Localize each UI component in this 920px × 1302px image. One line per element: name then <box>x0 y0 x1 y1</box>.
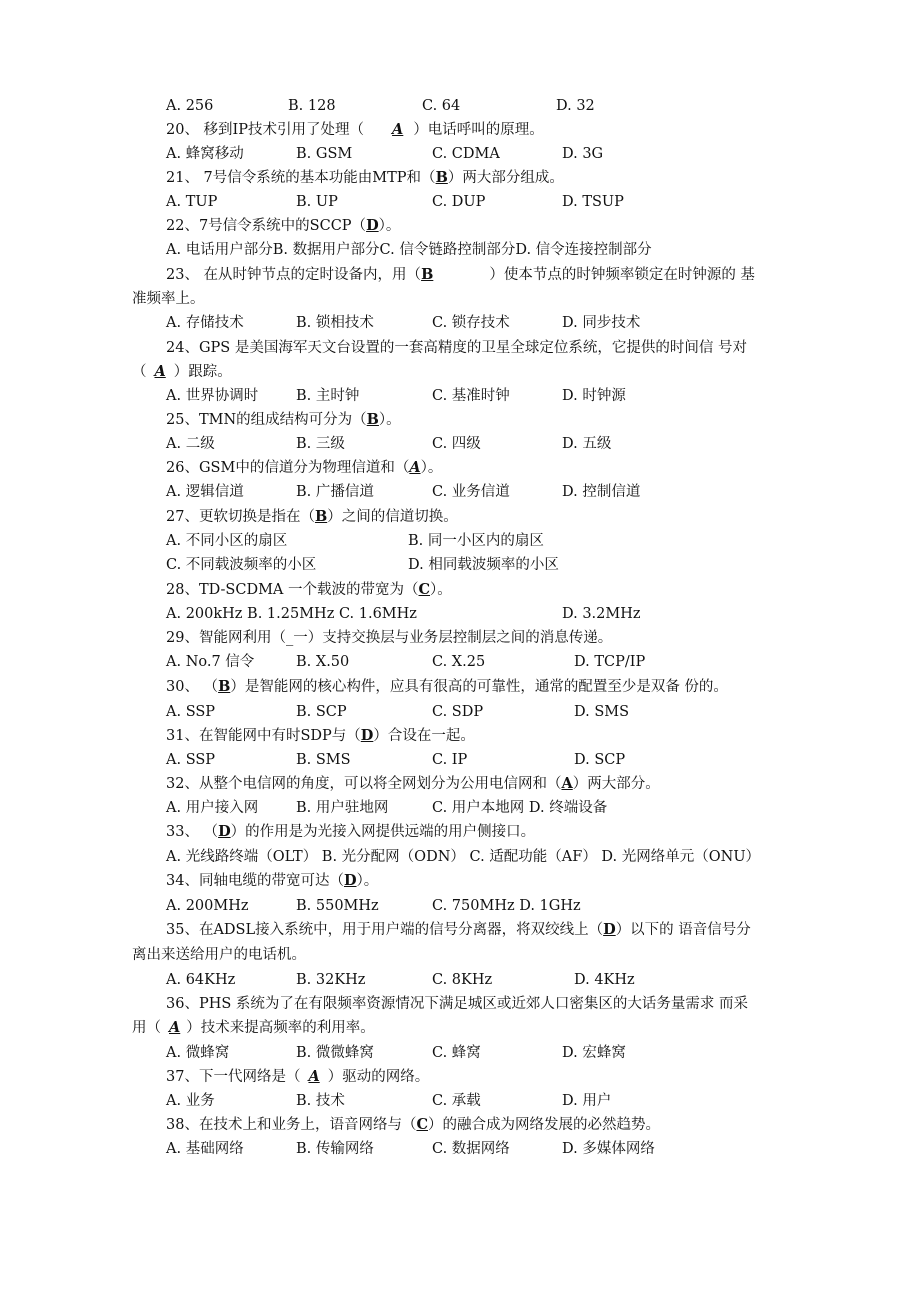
option-b: B. 三级 <box>296 436 345 452</box>
answer: A <box>308 1068 320 1085</box>
answer: A <box>561 775 573 792</box>
q30-options <box>0 700 920 724</box>
question-29 <box>0 626 920 650</box>
option-b: B. 锁相技术 <box>296 315 374 331</box>
option-c: C. 8KHz <box>432 972 493 988</box>
option-b: B. UP <box>296 194 338 210</box>
option-abc: A. 200kHz B. 1.25MHz C. 1.6MHz <box>166 606 417 622</box>
option-b: B. GSM <box>296 146 353 162</box>
question-35-continuation <box>0 943 920 967</box>
question-25 <box>0 408 920 432</box>
question-text: 31、在智能网中有时SDP与（D）合设在一起。 <box>166 727 475 744</box>
option-b: B. X.50 <box>296 654 350 670</box>
question-text-cont: 用（ A ）技术来提高频率的利用率。 <box>132 1019 375 1036</box>
option-b: B. SCP <box>296 704 347 720</box>
option-a: A. 不同小区的扇区 <box>166 533 288 549</box>
option-b: B. 微微蜂窝 <box>296 1045 374 1061</box>
option-c: C. 不同载波频率的小区 <box>166 557 317 573</box>
question-24 <box>0 336 920 360</box>
option-d: D. 多媒体网络 <box>562 1141 655 1157</box>
question-text: 33、 （D）的作用是为光接入网提供远端的用户侧接口。 <box>166 823 536 840</box>
option-a: A. 存储技术 <box>166 315 244 331</box>
option-c: C. 蜂窝 <box>432 1045 481 1061</box>
q31-options <box>0 748 920 772</box>
question-34 <box>0 869 920 893</box>
answer: B <box>435 169 448 186</box>
question-36 <box>0 992 920 1016</box>
option-d: D. 宏蜂窝 <box>562 1045 626 1061</box>
option-b: B. 广播信道 <box>296 484 374 500</box>
q27-options-row1 <box>0 529 920 553</box>
question-text: 32、从整个电信网的角度，可以将全网划分为公用电信网和（A）两大部分。 <box>166 775 660 792</box>
option-d: D. TCP/IP <box>574 654 646 670</box>
option-d: D. 32 <box>556 98 595 114</box>
q20-options <box>0 142 920 166</box>
options-line: A. 光线路终端（OLT） B. 光分配网（ODN） C. 适配功能（AF） D. 光网络单元（ONU） <box>166 849 761 865</box>
question-text: 25、TMN的组成结构可分为（B）。 <box>166 411 401 428</box>
q38-options <box>0 1137 920 1161</box>
option-c: C. SDP <box>432 704 484 720</box>
q27-options-row2 <box>0 553 920 577</box>
question-text: 23、 在从时钟节点的定时设备内，用（B ）使本节点的时钟频率锁定在时钟源的 基 <box>166 266 755 283</box>
q19-options <box>0 94 920 118</box>
question-28 <box>0 578 920 602</box>
q34-options <box>0 894 920 918</box>
q26-options <box>0 480 920 504</box>
answer: A <box>409 459 421 476</box>
question-38 <box>0 1113 920 1137</box>
question-text: 35、在ADSL接入系统中，用于用户端的信号分离器，将双绞线上（D）以下的 语音信号分 <box>166 921 751 938</box>
option-b: B. 550MHz <box>296 898 379 914</box>
option-a: A. SSP <box>166 704 216 720</box>
question-text: 29、智能网利用（_一）支持交换层与业务层控制层之间的消息传递。 <box>166 630 613 646</box>
option-c: C. DUP <box>432 194 486 210</box>
option-c: C. 业务信道 <box>432 484 510 500</box>
option-a: A. 业务 <box>166 1093 215 1109</box>
question-text-cont: 准频率上。 <box>132 291 205 307</box>
answer: C <box>418 581 431 598</box>
option-a: A. TUP <box>166 194 218 210</box>
q29-options <box>0 650 920 674</box>
option-a: A. 基础网络 <box>166 1141 244 1157</box>
question-35 <box>0 918 920 942</box>
question-text: 30、 （B）是智能网的核心构件，应具有很高的可靠性，通常的配置至少是双备 份的。 <box>166 678 728 695</box>
option-a: A. 世界协调时 <box>166 388 259 404</box>
question-text: 34、同轴电缆的带宽可达（D）。 <box>166 872 379 889</box>
option-c: C. X.25 <box>432 654 486 670</box>
question-text: 37、下一代网络是（ A ）驱动的网络。 <box>166 1068 430 1085</box>
q37-options <box>0 1089 920 1113</box>
question-23 <box>0 263 920 287</box>
question-36-continuation <box>0 1016 920 1040</box>
option-d: D. 同步技术 <box>562 315 641 331</box>
question-text-cont: 离出来送给用户的电话机。 <box>132 947 306 963</box>
option-c: C. IP <box>432 752 468 768</box>
answer: C <box>416 1116 428 1133</box>
option-a: A. 逻辑信道 <box>166 484 244 500</box>
option-a: A. No.7 信令 <box>166 654 255 670</box>
option-cd: C. 750MHz D. 1GHz <box>432 898 581 914</box>
option-a: A. 256 <box>166 98 214 114</box>
option-b: B. SMS <box>296 752 351 768</box>
answer: D <box>343 872 357 889</box>
q36-options <box>0 1041 920 1065</box>
option-b: B. 技术 <box>296 1093 345 1109</box>
option-c: C. 64 <box>422 98 461 114</box>
question-text: 38、在技术上和业务上，语音网络与（C）的融合成为网络发展的必然趋势。 <box>166 1116 660 1133</box>
answer: D <box>360 727 374 744</box>
option-d: D. 4KHz <box>574 972 635 988</box>
question-21 <box>0 166 920 190</box>
q28-options <box>0 602 920 626</box>
q35-options <box>0 968 920 992</box>
q21-options <box>0 190 920 214</box>
answer: B <box>421 266 434 283</box>
question-text: 21、 7号信令系统的基本功能由MTP和（B）两大部分组成。 <box>166 169 564 186</box>
option-d: D. 3G <box>562 146 604 162</box>
option-a: A. SSP <box>166 752 216 768</box>
q32-options <box>0 796 920 820</box>
option-b: B. 128 <box>288 98 336 114</box>
question-30 <box>0 675 920 699</box>
option-c: C. CDMA <box>432 146 500 162</box>
question-32 <box>0 772 920 796</box>
answer: B <box>314 508 328 525</box>
option-a: A. 200MHz <box>166 898 249 914</box>
question-22 <box>0 214 920 238</box>
q24-options <box>0 384 920 408</box>
option-d: D. 五级 <box>562 436 612 452</box>
answer: A <box>154 363 166 380</box>
option-b: B. 32KHz <box>296 972 366 988</box>
question-31 <box>0 724 920 748</box>
question-33 <box>0 820 920 844</box>
question-text: 22、7号信令系统中的SCCP（D）。 <box>166 217 401 234</box>
answer: B <box>218 678 231 695</box>
option-a: A. 64KHz <box>166 972 236 988</box>
option-c: C. 四级 <box>432 436 481 452</box>
q25-options <box>0 432 920 456</box>
question-text: 26、GSM中的信道分为物理信道和（A）。 <box>166 459 443 476</box>
option-d: D. SCP <box>574 752 626 768</box>
question-23-continuation <box>0 287 920 311</box>
answer: D <box>218 823 231 840</box>
option-d: D. 控制信道 <box>562 484 641 500</box>
option-d: D. 用户 <box>562 1093 612 1109</box>
question-text: 28、TD-SCDMA 一个载波的带宽为（C）。 <box>166 581 452 598</box>
option-b: B. 同一小区内的扇区 <box>408 533 544 549</box>
option-d: D. 相同载波频率的小区 <box>408 557 559 573</box>
answer: B <box>366 411 379 428</box>
question-text-cont: （ A ）跟踪。 <box>132 363 232 380</box>
option-cd: C. 用户本地网 D. 终端设备 <box>432 800 608 816</box>
option-b: B. 用户驻地网 <box>296 800 389 816</box>
option-c: C. 数据网络 <box>432 1141 510 1157</box>
question-text: 24、GPS 是美国海军天文台设置的一套高精度的卫星全球定位系统，它提供的时间信 号对 <box>166 340 747 356</box>
option-b: B. 主时钟 <box>296 388 360 404</box>
question-20 <box>0 118 920 142</box>
option-d: D. 3.2MHz <box>562 606 641 622</box>
option-a: A. 用户接入网 <box>166 800 259 816</box>
option-d: D. TSUP <box>562 194 624 210</box>
q23-options <box>0 311 920 335</box>
question-27 <box>0 505 920 529</box>
option-a: A. 蜂窝移动 <box>166 146 244 162</box>
option-d: D. 时钟源 <box>562 388 626 404</box>
option-d: D. SMS <box>574 704 630 720</box>
question-text: 20、 移到IP技术引用了处理（ A ）电话呼叫的原理。 <box>166 121 544 138</box>
question-text: 27、更软切换是指在（B）之间的信道切换。 <box>166 508 458 525</box>
answer: D <box>366 217 379 234</box>
q22-options <box>0 238 920 262</box>
question-text: 36、PHS 系统为了在有限频率资源情况下满足城区或近郊人口密集区的大话务量需求 而采 <box>166 996 749 1012</box>
q33-options <box>0 845 920 869</box>
option-a: A. 二级 <box>166 436 215 452</box>
answer: D <box>603 921 616 938</box>
option-c: C. 锁存技术 <box>432 315 510 331</box>
options-line: A. 电话用户部分B. 数据用户部分C. 信令链路控制部分D. 信令连接控制部分 <box>166 242 652 258</box>
option-c: C. 承载 <box>432 1093 481 1109</box>
question-24-continuation <box>0 360 920 384</box>
option-a: A. 微蜂窝 <box>166 1045 230 1061</box>
option-b: B. 传输网络 <box>296 1141 374 1157</box>
answer: A <box>392 121 404 138</box>
question-37 <box>0 1065 920 1089</box>
option-c: C. 基准时钟 <box>432 388 510 404</box>
question-26 <box>0 456 920 480</box>
answer: A <box>169 1019 181 1036</box>
